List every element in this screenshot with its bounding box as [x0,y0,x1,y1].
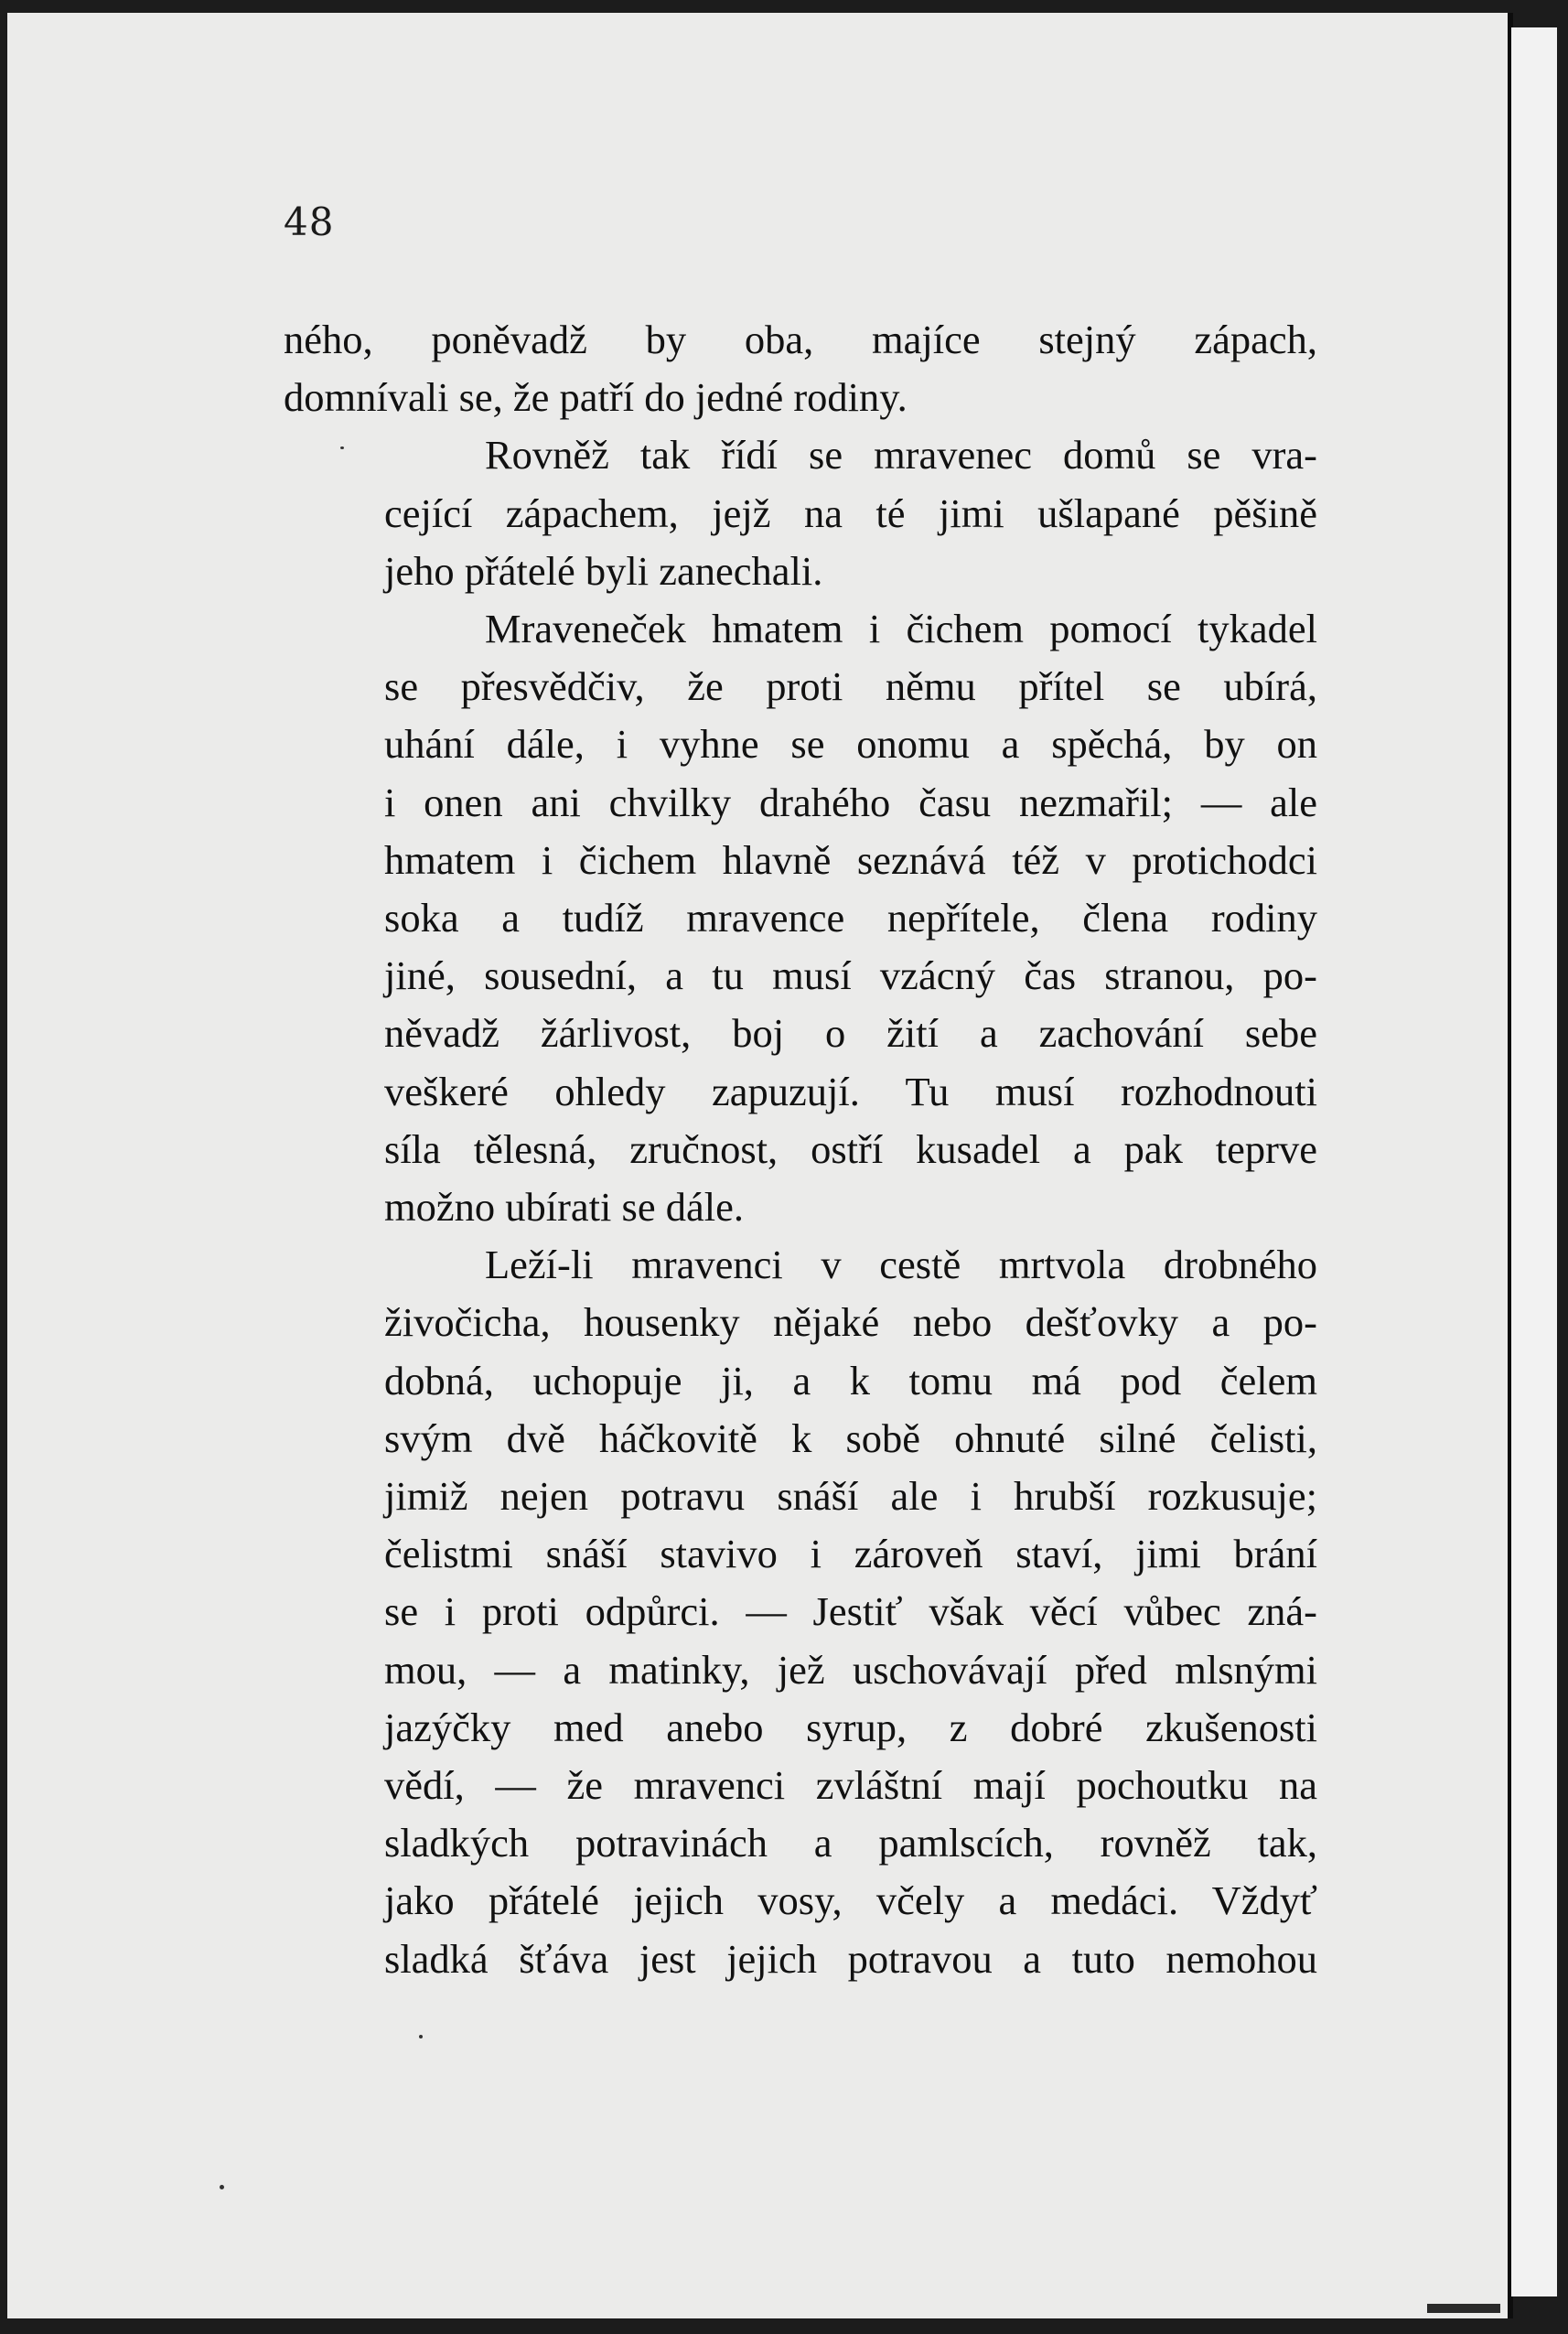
text-line: hmatem i čichem hlavně seznává též v protichodci [384,836,1317,883]
text-line: se i proti odpůrci. — Jestiť však věcí vůbec zná- [384,1588,1317,1635]
text-line: jazýčky med anebo syrup, z dobré zkušenosti [384,1704,1317,1750]
next-page-strip [1511,27,1557,2296]
text-line: uhání dále, i vyhne se onomu a spěchá, by on [384,721,1317,768]
text-line: jeho přátelé byli zanechali. [384,547,823,594]
body-text [284,311,1317,1988]
scan-speck [340,446,344,449]
paragraph [284,1236,1317,1988]
text-line: ného, poněvadž by oba, majíce stejný zápach, [284,317,1317,362]
paragraph [284,600,1317,1236]
text-line: mou, — a matinky, jež uschovávají před mlsnými [384,1646,1317,1693]
text-line: čelistmi snáší stavivo i zároveň staví, jimi brání [384,1531,1317,1577]
paragraph [284,311,1317,426]
text-line: soka a tudíž mravence nepřítele, člena rodiny [384,895,1317,941]
text-line: Rovněž tak řídí se mravenec domů se vra- [485,432,1317,479]
page-number: 48 [284,199,335,244]
text-line: jimiž nejen potravu snáší ale i hrubší rozkusuje; [384,1473,1317,1520]
paragraph [284,426,1317,600]
text-line: možno ubírati se dále. [384,1184,744,1231]
text-line: živočicha, housenky nějaké nebo dešťovky a po- [384,1299,1317,1346]
text-line: Leží-li mravenci v cestě mrtvola drobného [485,1242,1317,1288]
scan-corner-mark [1427,2304,1500,2313]
text-line: i onen ani chvilky drahého času nezmařil; — ale [384,779,1317,825]
text-line: jako přátelé jejich vosy, včely a medáci. Vždyť [384,1877,1317,1924]
text-line: jiné, sousední, a tu musí vzácný čas stranou, po- [384,952,1317,999]
text-line: něvadž žárlivost, boj o žití a zachování sebe [384,1010,1317,1057]
text-line: domnívali se, že patří do jedné rodiny. [284,374,908,421]
scan-speck [220,2185,224,2189]
text-line: vědí, — že mravenci zvláštní mají pochoutku na [384,1762,1317,1809]
text-line: sladká šťáva jest jejich potravou a tuto nemohou [384,1935,1317,1982]
text-line: veškeré ohledy zapuzují. Tu musí rozhodnouti [384,1068,1317,1114]
text-line: Mraveneček hmatem i čichem pomocí tykadel [485,606,1317,652]
text-line: síla tělesná, zručnost, ostří kusadel a pak teprve [384,1125,1317,1172]
text-line: sladkých potravinách a pamlscích, rovněž tak, [384,1820,1317,1866]
text-line: dobná, uchopuje ji, a k tomu má pod čelem [384,1357,1317,1404]
scan-speck [419,2035,423,2038]
text-line: svým dvě háčkovitě k sobě ohnuté silné čelisti, [384,1414,1317,1461]
text-line: cející zápachem, jejž na té jimi ušlapané pěšině [384,489,1317,536]
text-line: se přesvědčiv, že proti němu přítel se ubírá, [384,663,1317,710]
